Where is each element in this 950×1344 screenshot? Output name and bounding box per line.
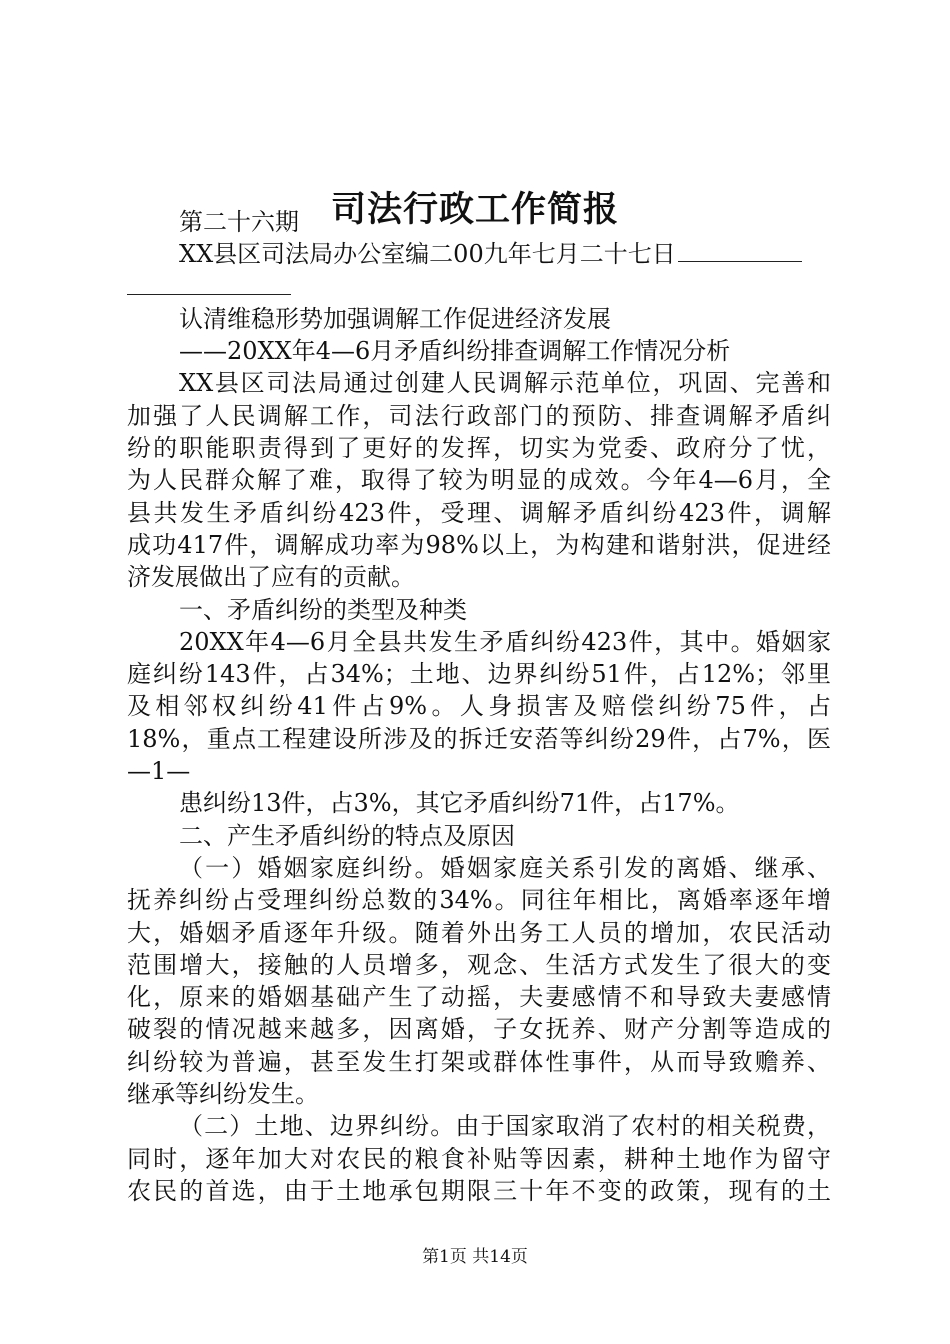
publisher-text: XX县区司法局办公室编二00九年七月二十七日 — [179, 240, 676, 269]
article-headline: 认清维稳形势加强调解工作促进经济发展 — [179, 304, 611, 333]
paragraph-line: 纷的职能职责得到了更好的发挥，切实为党委、政府分了忧， — [127, 434, 831, 463]
paragraph-line: 范围增大，接触的人员增多，观念、生活方式发生了很大的变 — [127, 950, 831, 979]
inline-page-marker: —1— — [127, 757, 191, 786]
paragraph-line: 成功417件，调解成功率为98%以上，为构建和谐射洪，促进经 — [127, 530, 831, 559]
paragraph-line: 农民的首选，由于土地承包期限三十年不变的政策，现有的土 — [127, 1176, 831, 1205]
paragraph-line: 患纠纷13件，占3%，其它矛盾纠纷71件，占17%。 — [179, 789, 740, 818]
paragraph-line: 18%，重点工程建设所涉及的拆迁安菭等纠纷29件，占7%，医 — [127, 724, 831, 753]
section-heading: 二、产生矛盾纠纷的特点及原因 — [179, 821, 515, 850]
paragraph-line: （一）婚姻家庭纠纷。婚姻家庭关系引发的离婚、继承、 — [179, 853, 831, 882]
paragraph-line: 抚养纠纷占受理纠纷总数的34%。同往年相比，离婚率逐年增 — [127, 886, 831, 915]
paragraph-line: 济发展做出了应有的贡献。 — [127, 563, 415, 592]
underline-continuation — [127, 271, 831, 303]
underline-rule — [127, 293, 291, 295]
document-title: 司法行政工作简报 — [330, 189, 619, 230]
issue-number: 第二十六期 — [179, 208, 299, 236]
paragraph-line: 县共发生矛盾纠纷423件，受理、调解矛盾纠纷423件，调解 — [127, 498, 831, 527]
paragraph-line: （二）土地、边界纠纷。由于国家取消了农村的相关税费， — [179, 1112, 831, 1141]
paragraph-line: 20XX年4—6月全县共发生矛盾纠纷423件，其中。婚姻家 — [179, 627, 831, 656]
underline-rule — [678, 260, 802, 262]
paragraph-line: 加强了人民调解工作，司法行政部门的预防、排查调解矛盾纠 — [127, 401, 831, 430]
paragraph-line: 大，婚姻矛盾逐年升级。随着外出务工人员的增加，农民活动 — [127, 918, 831, 947]
paragraph-line: 纠纷较为普遍，甚至发生打架或群体性事件，从而导致赡养、 — [127, 1047, 831, 1076]
paragraph-line: 及相邻权纠纷41件占9%。人身损害及赔偿纠纷75件，占 — [127, 692, 831, 721]
page-footer: 第1页 共14页 — [422, 1247, 528, 1267]
paragraph-line: 继承等纠纷发生。 — [127, 1080, 319, 1109]
section-heading: 一、矛盾纠纷的类型及种类 — [179, 595, 467, 624]
paragraph-line: XX县区司法局通过创建人民调解示范单位，巩固、完善和 — [179, 369, 831, 398]
document-body — [127, 206, 831, 1207]
paragraph-line: 化，原来的婚姻基础产生了动摇，夫妻感情不和导致夫妻感情 — [127, 983, 831, 1012]
article-subheadline: ——20XX年4—6月矛盾纠纷排查调解工作情况分析 — [179, 337, 731, 366]
paragraph-line: 同时，逐年加大对农民的粮食补贴等因素，耕种土地作为留守 — [127, 1144, 831, 1173]
paragraph-line: 破裂的情况越来越多，因离婚，子女抚养、财产分割等造成的 — [127, 1015, 831, 1044]
publisher-line — [127, 238, 831, 270]
paragraph-line: 为人民群众解了难，取得了较为明显的成效。今年4—6月，全 — [127, 466, 831, 495]
paragraph-line: 庭纠纷143件，占34%；土地、边界纠纷51件，占12%；邻里 — [127, 660, 831, 689]
